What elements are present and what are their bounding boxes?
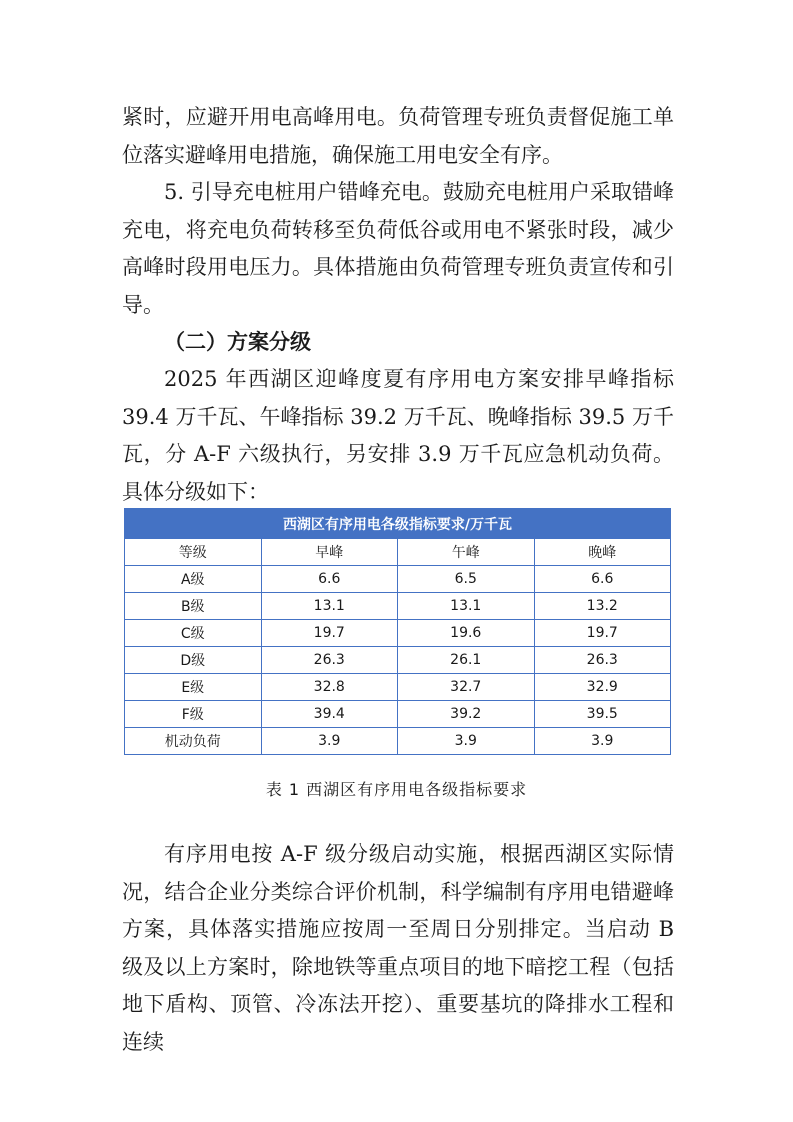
- table-cell: 32.7: [398, 674, 535, 701]
- table-cell: 26.3: [261, 647, 398, 674]
- table-row: [125, 566, 671, 593]
- table-cell: 19.7: [534, 620, 671, 647]
- table-cell: 13.1: [398, 593, 535, 620]
- table-cell: F级: [125, 701, 262, 728]
- grading-table: [124, 508, 671, 755]
- table-cell: 26.3: [534, 647, 671, 674]
- table-cell: 13.2: [534, 593, 671, 620]
- column-header-evening: 晚峰: [534, 539, 671, 566]
- table-header-row: [125, 539, 671, 566]
- table-row: [125, 728, 671, 755]
- table-cell: 6.6: [261, 566, 398, 593]
- table-cell: 32.8: [261, 674, 398, 701]
- table-cell: 19.6: [398, 620, 535, 647]
- table-cell: 6.6: [534, 566, 671, 593]
- column-header-morning: 早峰: [261, 539, 398, 566]
- table-cell: 6.5: [398, 566, 535, 593]
- table-row: [125, 593, 671, 620]
- paragraph-charging-pile: 5. 引导充电桩用户错峰充电。鼓励充电桩用户采取错峰充电，将充电负荷转移至负荷低谷或用电不紧张时段，减少高峰时段用电压力。具体措施由负荷管理专班负责宣传和引导。: [122, 180, 674, 317]
- table-cell: A级: [125, 566, 262, 593]
- table-cell: E级: [125, 674, 262, 701]
- paragraph-construction-peak: 紧时，应避开用电高峰用电。负荷管理专班负责督促施工单位落实避峰用电措施，确保施工用电安全有序。: [122, 105, 674, 167]
- section-heading: （二）方案分级: [164, 330, 311, 354]
- paragraph-implementation: 有序用电按 A-F 级分级启动实施，根据西湖区实际情况，结合企业分类综合评价机制，科学编制有序用电错避峰方案，具体落实措施应按周一至周日分别排定。当启动 B 级及以上方案时，除地铁等重点项目的地下暗挖工程（包括地下盾构、顶管、冷冻法开挖）、重要基坑的降排水工程和连续: [122, 842, 674, 1054]
- table-row: [125, 620, 671, 647]
- paragraph-plan-indicators: 2025 年西湖区迎峰度夏有序用电方案安排早峰指标 39.4 万千瓦、午峰指标 39.2 万千瓦、晚峰指标 39.5 万千瓦，分 A-F 六级执行，另安排 3.9 万千瓦应急机动负荷。具体分级如下：: [122, 367, 674, 504]
- table-cell: 13.1: [261, 593, 398, 620]
- table-row: [125, 701, 671, 728]
- table-caption: 表 1 西湖区有序用电各级指标要求: [265, 780, 528, 799]
- table-row: [125, 674, 671, 701]
- table-row: [125, 647, 671, 674]
- table-cell: 32.9: [534, 674, 671, 701]
- table-cell: C级: [125, 620, 262, 647]
- table-cell: 26.1: [398, 647, 535, 674]
- table-cell: D级: [125, 647, 262, 674]
- table-cell: 19.7: [261, 620, 398, 647]
- table-cell: 39.4: [261, 701, 398, 728]
- column-header-noon: 午峰: [398, 539, 535, 566]
- table-cell: 3.9: [534, 728, 671, 755]
- table-cell: 3.9: [398, 728, 535, 755]
- table-cell: 机动负荷: [125, 728, 262, 755]
- column-header-level: 等级: [125, 539, 262, 566]
- table-title: 西湖区有序用电各级指标要求/万千瓦: [125, 509, 671, 539]
- table-cell: 39.2: [398, 701, 535, 728]
- table-cell: 3.9: [261, 728, 398, 755]
- table-cell: 39.5: [534, 701, 671, 728]
- table-cell: B级: [125, 593, 262, 620]
